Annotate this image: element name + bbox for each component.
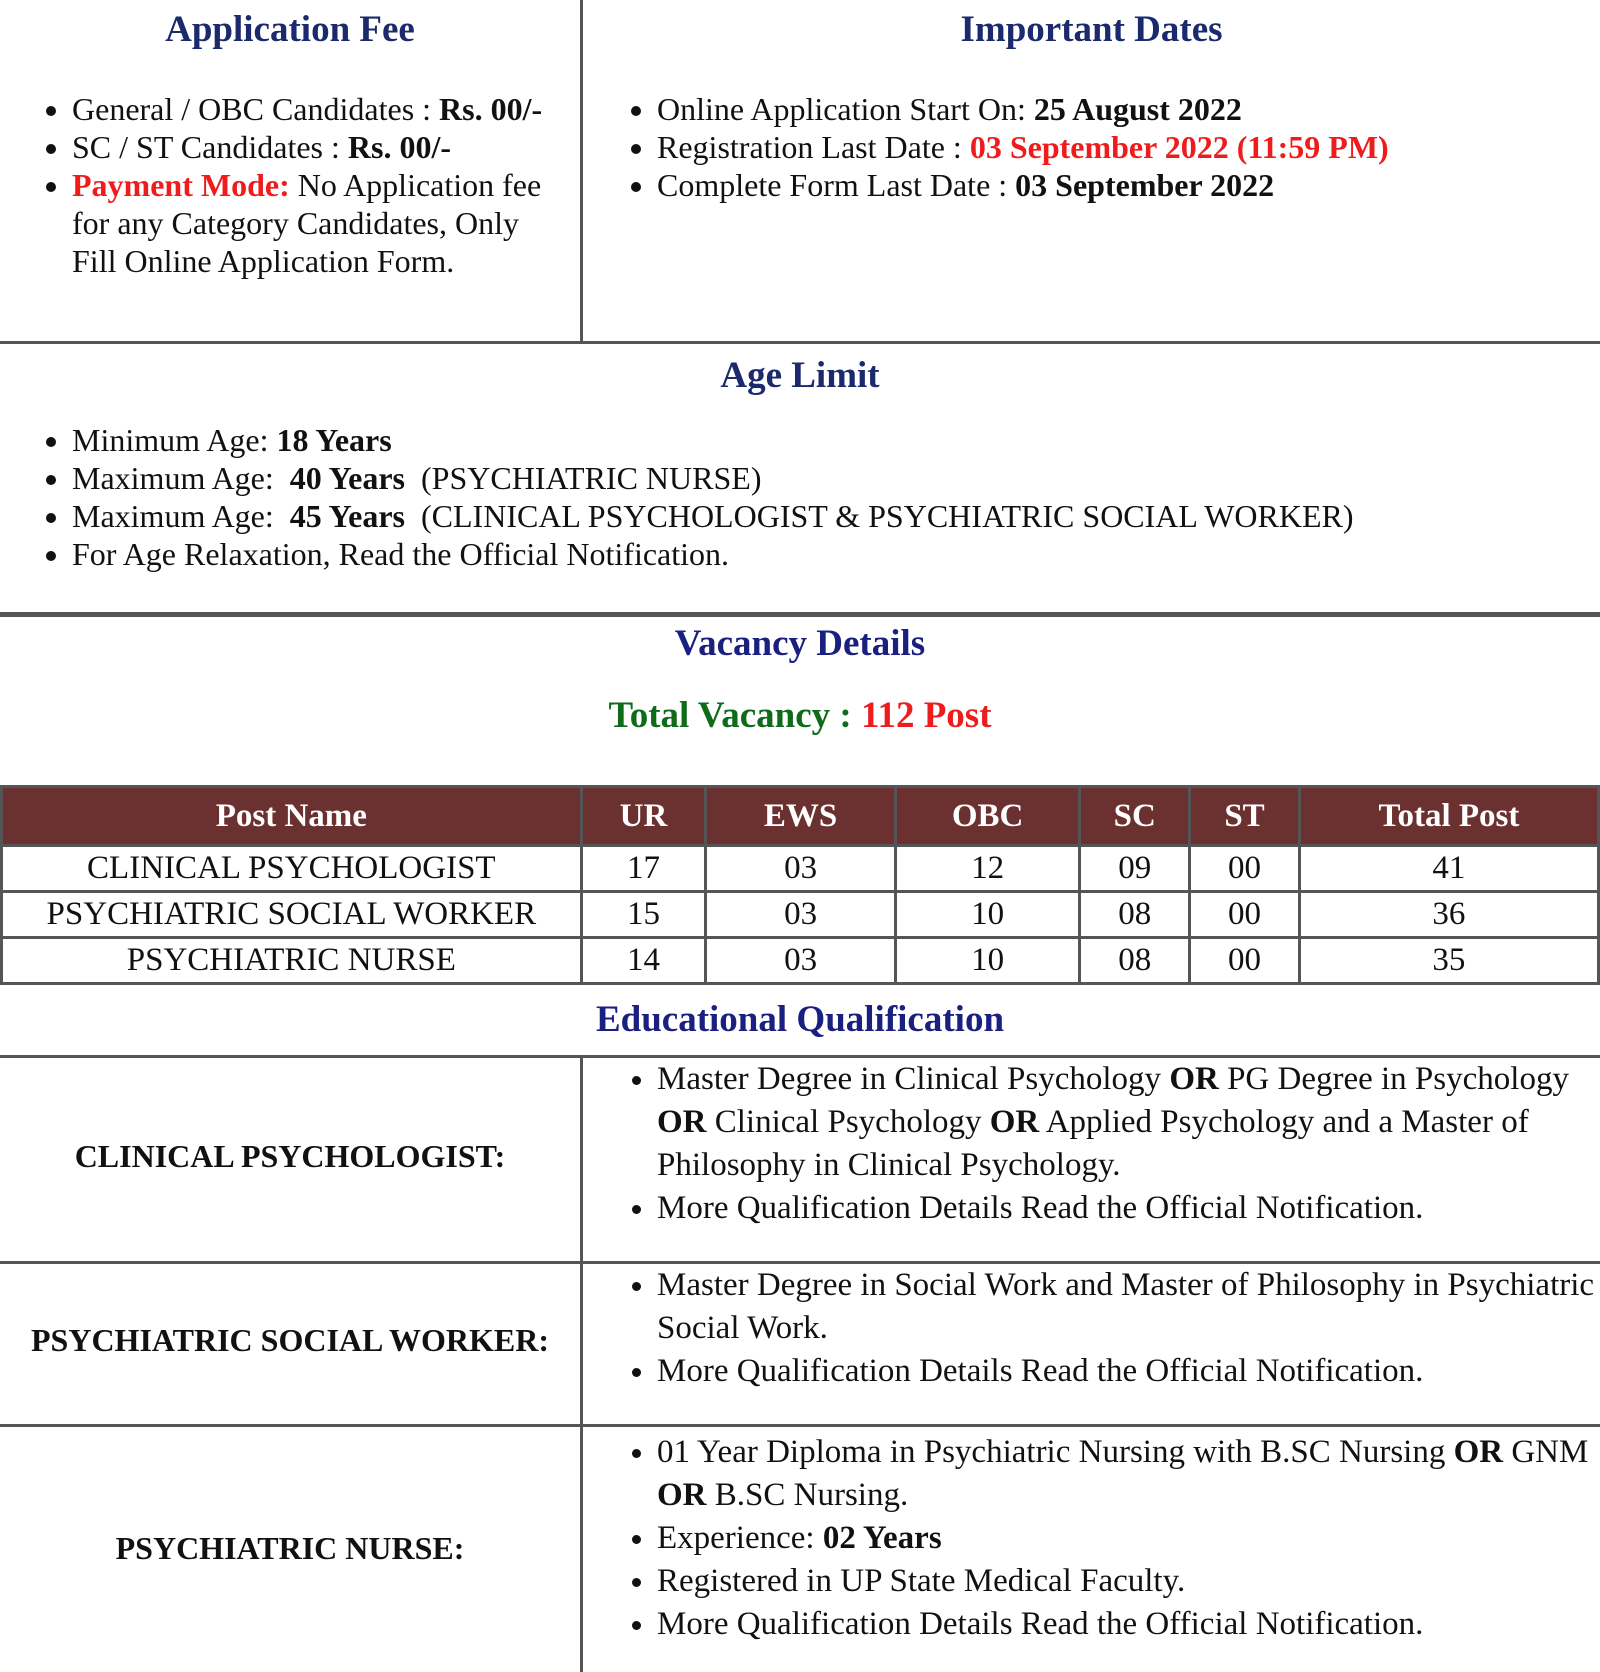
table-cell: 17 bbox=[581, 846, 706, 892]
table-cell: 12 bbox=[895, 846, 1080, 892]
qualification-title: Educational Qualification bbox=[595, 999, 1005, 1040]
table-cell: 10 bbox=[895, 892, 1080, 938]
important-dates-list bbox=[583, 90, 1600, 204]
post-label: PSYCHIATRIC SOCIAL WORKER: bbox=[30, 1322, 549, 1358]
list-item: • SC / ST Candidates : Rs. 00/- bbox=[72, 128, 560, 166]
post-label: PSYCHIATRIC NURSE: bbox=[115, 1530, 465, 1566]
table-cell: 10 bbox=[895, 938, 1080, 984]
table-cell: 41 bbox=[1299, 846, 1598, 892]
column-header: SC bbox=[1080, 787, 1190, 846]
list-item: • Registration Last Date : 03 September 2022 (11:59 PM) bbox=[657, 128, 1600, 166]
table-cell: 03 bbox=[706, 892, 896, 938]
table-cell: 00 bbox=[1190, 938, 1300, 984]
list-item: • Experience: 02 Years bbox=[657, 1517, 1600, 1560]
column-header: Total Post bbox=[1299, 787, 1598, 846]
table-header-row bbox=[2, 787, 1599, 846]
table-cell: 14 bbox=[581, 938, 706, 984]
qualification-row-clinical bbox=[0, 1058, 1600, 1261]
list-item: • Registered in UP State Medical Faculty. bbox=[657, 1560, 1600, 1603]
list-item: • For Age Relaxation, Read the Official Notification. bbox=[72, 535, 1600, 573]
table-cell: 15 bbox=[581, 892, 706, 938]
important-dates-panel bbox=[583, 0, 1600, 204]
table-cell: 09 bbox=[1080, 846, 1190, 892]
column-header: EWS bbox=[706, 787, 896, 846]
list-item: • 01 Year Diploma in Psychiatric Nursing with B.SC Nursing OR GNM OR B.SC Nursing. bbox=[657, 1431, 1600, 1517]
table-row bbox=[2, 938, 1599, 984]
list-item: • More Qualification Details Read the Official Notification. bbox=[657, 1603, 1600, 1646]
post-label: CLINICAL PSYCHOLOGIST: bbox=[74, 1138, 506, 1174]
list-item: • General / OBC Candidates : Rs. 00/- bbox=[72, 90, 560, 128]
list-item: • More Qualification Details Read the Official Notification. bbox=[657, 1350, 1600, 1393]
qualification-details bbox=[583, 1264, 1600, 1393]
vacancy-table bbox=[0, 785, 1600, 985]
qualification-row-nurse bbox=[0, 1427, 1600, 1672]
list-item: • Online Application Start On: 25 August 2022 bbox=[657, 90, 1600, 128]
table-cell: 03 bbox=[706, 846, 896, 892]
top-section bbox=[0, 0, 1600, 341]
age-limit-list bbox=[0, 421, 1600, 573]
table-cell: PSYCHIATRIC SOCIAL WORKER bbox=[2, 892, 582, 938]
table-row bbox=[2, 846, 1599, 892]
column-header: Post Name bbox=[2, 787, 582, 846]
vacancy-title: Vacancy Details bbox=[674, 623, 926, 664]
qualification-row-social bbox=[0, 1264, 1600, 1424]
list-item: • Complete Form Last Date : 03 September 2022 bbox=[657, 166, 1600, 204]
table-cell: 00 bbox=[1190, 846, 1300, 892]
table-cell: 08 bbox=[1080, 938, 1190, 984]
table-cell: CLINICAL PSYCHOLOGIST bbox=[2, 846, 582, 892]
list-item: • Master Degree in Clinical Psychology OR PG Degree in Psychology OR Clinical Psychology OR Applied Psychology and a Master of Philosophy in Clinical Psychology. bbox=[657, 1058, 1600, 1187]
list-item: • More Qualification Details Read the Official Notification. bbox=[657, 1187, 1600, 1230]
important-dates-title: Important Dates bbox=[960, 9, 1223, 50]
column-header: OBC bbox=[895, 787, 1080, 846]
application-fee-panel bbox=[0, 0, 580, 280]
list-item: • Minimum Age: 18 Years bbox=[72, 421, 1600, 459]
total-vacancy: Total Vacancy : 112 Post bbox=[608, 695, 992, 736]
application-fee-list bbox=[0, 90, 560, 280]
table-cell: 03 bbox=[706, 938, 896, 984]
column-header: UR bbox=[581, 787, 706, 846]
table-cell: 36 bbox=[1299, 892, 1598, 938]
application-fee-title: Application Fee bbox=[165, 9, 415, 50]
qualification-details bbox=[583, 1431, 1600, 1646]
vacancy-section bbox=[0, 617, 1600, 787]
table-cell: 00 bbox=[1190, 892, 1300, 938]
qualification-title-bar bbox=[0, 988, 1600, 1056]
divider bbox=[580, 1058, 583, 1672]
list-item: • Maximum Age: 40 Years (PSYCHIATRIC NURSE) bbox=[72, 459, 1600, 497]
column-header: ST bbox=[1190, 787, 1300, 846]
table-row bbox=[2, 892, 1599, 938]
list-item: • Master Degree in Social Work and Master of Philosophy in Psychiatric Social Work. bbox=[657, 1264, 1600, 1350]
qualification-details bbox=[583, 1058, 1600, 1230]
table-cell: 35 bbox=[1299, 938, 1598, 984]
age-limit-title: Age Limit bbox=[720, 355, 880, 396]
list-item: • Maximum Age: 45 Years (CLINICAL PSYCHOLOGIST & PSYCHIATRIC SOCIAL WORKER) bbox=[72, 497, 1600, 535]
table-cell: PSYCHIATRIC NURSE bbox=[2, 938, 582, 984]
list-item: • Payment Mode: No Application fee for any Category Candidates, Only Fill Online Application Form. bbox=[72, 166, 560, 280]
age-limit-section bbox=[0, 344, 1600, 612]
table-cell: 08 bbox=[1080, 892, 1190, 938]
